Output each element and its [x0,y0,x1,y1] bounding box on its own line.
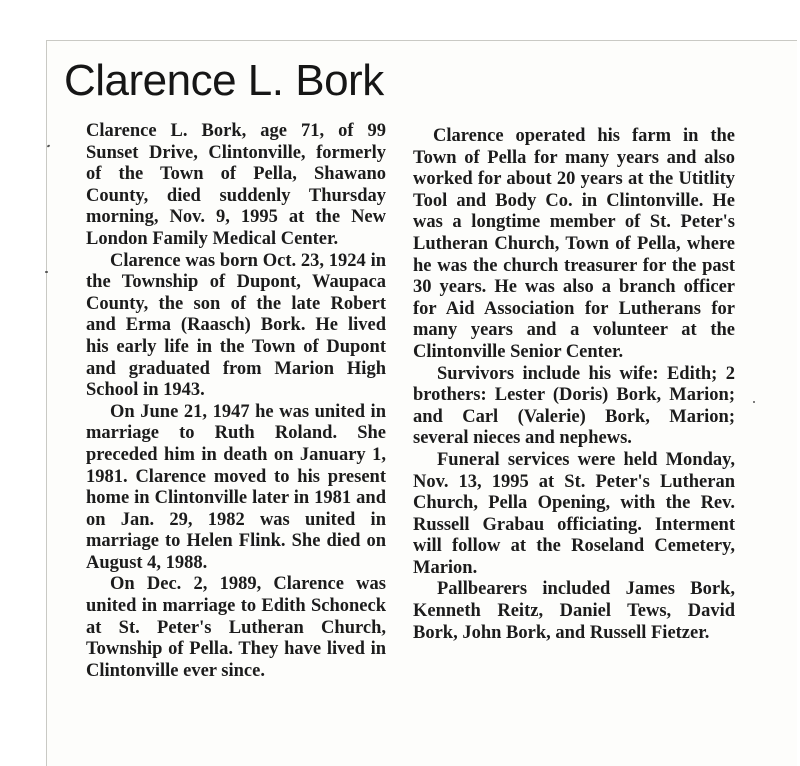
paragraph-career: Clarence operated his farm in the Town of Pella for many years and also worked for about 20 years at the Utitlity Tool and Body Co. in Clintonville. He was a longtime member of St. Peter's Lutheran Church, Town of Pella, where he was the church treasurer for the past 30 years. He was also a branch officer for Aid Association for Lutherans for many years and a volunteer at the Clintonville Senior Center. [413,126,735,362]
right-column [413,126,735,644]
obituary-title: Clarence L. Bork [64,56,384,105]
paragraph-services: Funeral services were held Monday, Nov. 13, 1995 at St. Peter's Lutheran Church, Pella Opening, with the Rev. Russell Grabau officiating. Interment will follow at the Roseland Cemetery, Marion. [413,449,735,578]
paragraph-pallbearers: Pallbearers included James Bork, Kenneth Reitz, Daniel Tews, David Bork, John Bork, and Russell Fietzer. [413,579,735,643]
scan-speck [753,401,755,403]
paragraph-survivors: Survivors include his wife: Edith; 2 brothers: Lester (Doris) Bork, Marion; and Carl (Valerie) Bork, Marion; several nieces and nephews. [413,363,735,449]
paragraph-birth: Clarence was born Oct. 23, 1924 in the Township of Dupont, Waupaca County, the son of the late Robert and Erma (Raasch) Bork. He lived his early life in the Town of Dupont and graduated from Marion High School in 1943. [86,250,386,401]
scan-speck [47,144,51,147]
scan-speck [45,271,48,273]
paragraph-third-marriage: On Dec. 2, 1989, Clarence was united in marriage to Edith Schoneck at St. Peter's Lutheran Church, Township of Pella. They have lived in Clintonville ever since. [86,574,386,681]
left-column [86,121,386,682]
paragraph-first-marriages: On June 21, 1947 he was united in marriage to Ruth Roland. She preceded him in death on January 1, 1981. Clarence moved to his present home in Clintonville later in 1981 and on Jan. 29, 1982 was united in marriage to Helen Flink. She died on August 4, 1988. [86,401,386,573]
paragraph-death-notice: Clarence L. Bork, age 71, of 99 Sunset Drive, Clintonville, formerly of the Town of Pella, Shawano County, died suddenly Thursday morning, Nov. 9, 1995 at the New London Family Medical Center. [86,121,386,249]
